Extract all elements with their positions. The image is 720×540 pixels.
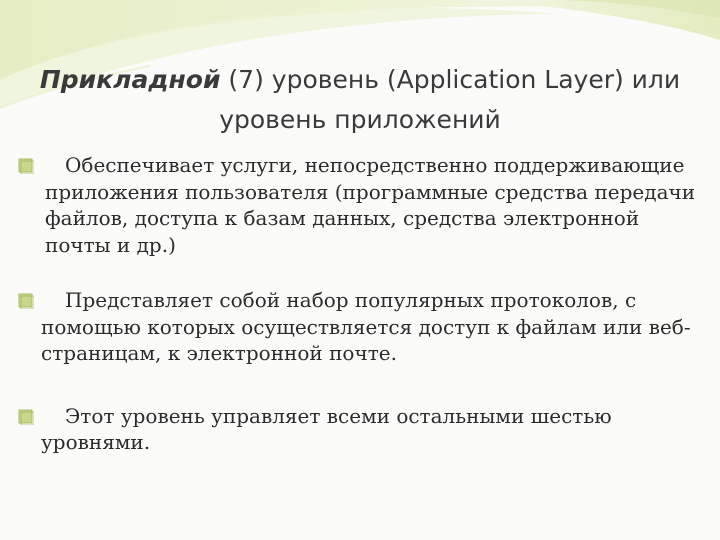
- title-emphasis: Прикладной: [39, 65, 221, 94]
- title-line2: уровень приложений: [219, 105, 501, 134]
- bullet-list: [18, 152, 698, 456]
- list-item: [18, 403, 698, 456]
- list-item: [18, 287, 698, 367]
- checkbox-square-icon: [18, 293, 34, 309]
- bullet-text: Обеспечивает услуги, непосредственно поддерживающие приложения пользователя (программные средства передачи файлов, доступа к базам данных, средства электронной почты и др.): [45, 153, 696, 257]
- bullet-text: Этот уровень управляет всеми остальными шестью уровнями.: [41, 403, 612, 454]
- slide-title: [20, 60, 700, 140]
- list-item: [18, 152, 698, 258]
- checkbox-square-icon: [18, 409, 34, 425]
- checkbox-square-icon: [18, 158, 34, 174]
- bullet-text: Представляет собой набор популярных протоколов, с помощью которых осуществляется доступ к файлам или веб-страницам, к электронной почте.: [41, 288, 691, 365]
- title-rest-line1: (7) уровень (Application Layer) или: [220, 65, 681, 94]
